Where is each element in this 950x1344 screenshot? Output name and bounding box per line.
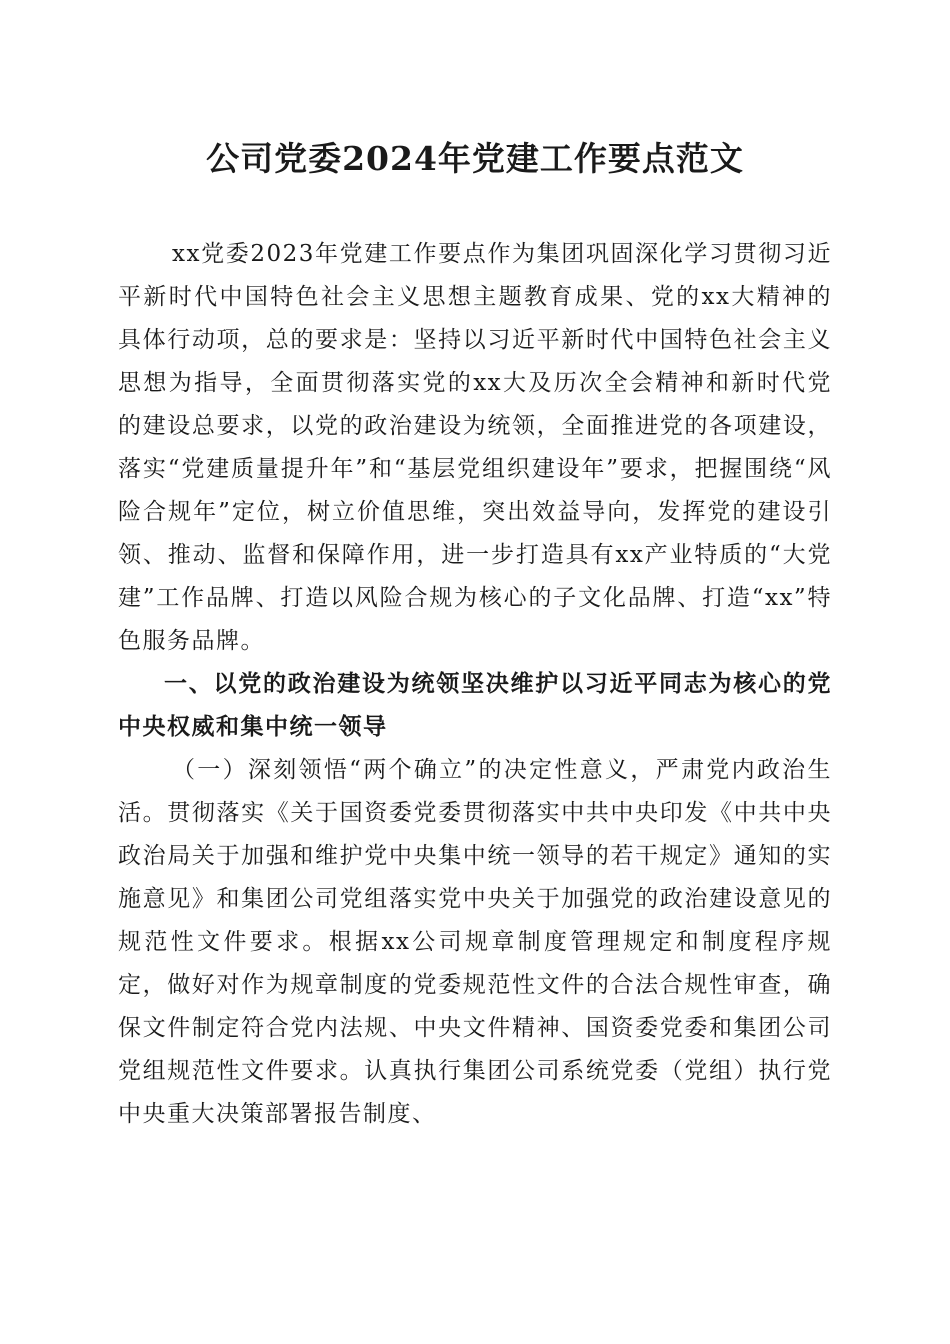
intro-paragraph: xx党委2023年党建工作要点作为集团巩固深化学习贯彻习近平新时代中国特色社会主义思想主题教育成果、党的xx大精神的具体行动项，总的要求是：坚持以习近平新时代中国特色社会主义思想为指导，全面贯彻落实党的xx大及历次全会精神和新时代党的建设总要求，以党的政治建设为统领，全面推进党的各项建设，落实“党建质量提升年”和“基层党组织建设年”要求，把握围绕“风险合规年”定位，树立价值思维，突出效益导向，发挥党的建设引领、推动、监督和保障作用，进一步打造具有xx产业特质的“大党建”工作品牌、打造以风险合规为核心的子文化品牌、打造“xx”特色服务品牌。: [118, 241, 832, 654]
document-body: [118, 233, 832, 1136]
section-1-paragraph-1: （一）深刻领悟“两个确立”的决定性意义，严肃党内政治生活。贯彻落实《关于国资委党委贯彻落实中共中央印发《中共中央政治局关于加强和维护党中央集中统一领导的若干规定》通知的实施意见》和集团公司党组落实党中央关于加强党的政治建设意见的规范性文件要求。根据xx公司规章制度管理规定和制度程序规定，做好对作为规章制度的党委规范性文件的合法合规性审查，确保文件制定符合党内法规、中央文件精神、国资委党委和集团公司党组规范性文件要求。认真执行集团公司系统党委（党组）执行党中央重大决策部署报告制度、: [118, 757, 832, 1127]
document-title: 公司党委2024年党建工作要点范文: [206, 139, 744, 178]
section-heading-1: 一、以党的政治建设为统领坚决维护以习近平同志为核心的党中央权威和集中统一领导: [118, 671, 832, 740]
